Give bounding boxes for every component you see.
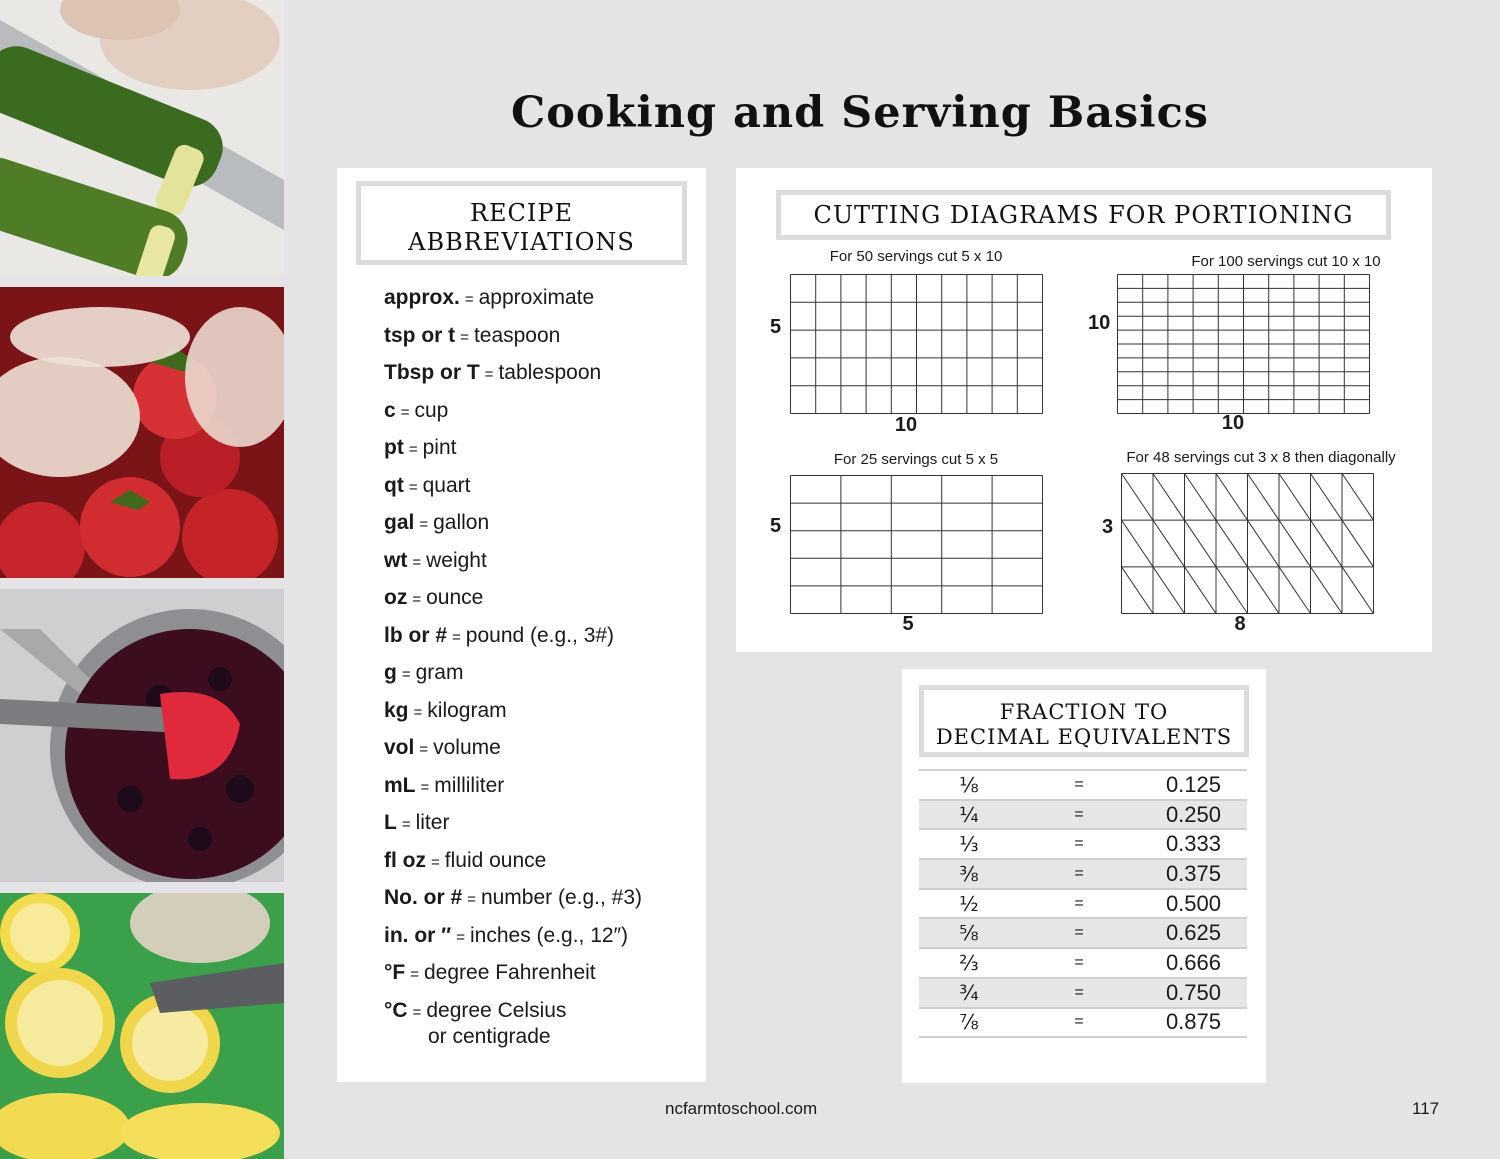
- cutting-grid: [1121, 473, 1375, 615]
- fraction-row: [919, 978, 1247, 1008]
- abbreviation-item: [384, 699, 642, 737]
- fraction-row: [919, 918, 1247, 948]
- fraction-value: ¼: [919, 800, 1019, 830]
- abbreviation-term: Tbsp or T: [384, 361, 480, 384]
- grid-diagonal-line: [1153, 520, 1185, 567]
- equals-sign: =: [419, 741, 429, 758]
- abbreviation-term: mL: [384, 773, 416, 797]
- grid-diagonal-line: [1248, 474, 1280, 521]
- abbreviation-item: [384, 849, 642, 887]
- abbreviations-heading: [356, 181, 687, 265]
- diagram-caption: For 48 servings cut 3 x 8 then diagonally: [1126, 449, 1396, 466]
- diagram-caption: For 25 servings cut 5 x 5: [833, 451, 999, 468]
- decimal-value: 0.125: [1139, 770, 1247, 800]
- grid-diagonal-line: [1216, 520, 1248, 567]
- abbreviation-term: c: [384, 398, 396, 422]
- abbreviation-meaning: ounce: [426, 586, 484, 609]
- diagram-cols-label: 8: [1234, 613, 1246, 635]
- fraction-value: ⅓: [919, 829, 1019, 859]
- abbreviation-term: °C: [384, 998, 408, 1022]
- abbreviation-term: g: [384, 661, 397, 684]
- grid-diagonal-line: [1342, 567, 1374, 614]
- abbreviation-item: [384, 886, 642, 924]
- cutting-diagrams-heading: CUTTING DIAGRAMS FOR PORTIONING: [776, 190, 1391, 240]
- grid-diagonal-line: [1185, 567, 1217, 614]
- abbreviation-meaning: degree Fahrenheit: [424, 961, 596, 984]
- grid-diagonal-line: [1153, 474, 1185, 521]
- diagram-caption: For 100 servings cut 10 x 10: [1191, 253, 1381, 270]
- grid-diagonal-line: [1311, 567, 1343, 614]
- equals-sign: =: [420, 778, 430, 796]
- abbreviation-term: gal: [384, 511, 415, 534]
- abbreviation-item: [384, 474, 642, 512]
- fraction-value: ⅝: [919, 918, 1019, 948]
- equals-sign: =: [1019, 1008, 1139, 1038]
- abbreviation-item: [384, 286, 642, 324]
- grid-diagonal-line: [1122, 474, 1154, 521]
- abbreviation-meaning: weight: [426, 548, 487, 572]
- abbreviation-meaning: approximate: [478, 286, 595, 309]
- grid-diagonal-line: [1122, 567, 1154, 614]
- equals-sign: =: [1019, 948, 1139, 978]
- grid-diagonal-line: [1279, 567, 1311, 614]
- fractions-table: [919, 769, 1247, 1038]
- diagram-rows-label: 5: [770, 316, 782, 338]
- abbreviation-meaning: pint: [422, 436, 457, 459]
- decimal-value: 0.333: [1139, 829, 1247, 859]
- fraction-value: ⅞: [919, 1008, 1019, 1038]
- abbreviations-heading-line2: ABBREVIATIONS: [408, 228, 635, 256]
- equals-sign: =: [408, 441, 418, 458]
- fractions-heading-line2: DECIMAL EQUIVALENTS: [935, 725, 1233, 749]
- abbreviations-card: [337, 168, 706, 1082]
- abbreviation-item: [384, 661, 642, 699]
- decimal-value: 0.750: [1139, 978, 1247, 1008]
- fraction-value: ⅛: [919, 770, 1019, 800]
- yellow-squash-slicing-photo: [0, 893, 284, 1159]
- abbreviation-meaning-continued: or centigrade: [428, 1024, 551, 1048]
- grid-diagonal-line: [1153, 567, 1185, 614]
- abbreviation-term: lb or #: [384, 623, 448, 647]
- abbreviation-meaning: degree Celsius: [426, 998, 567, 1022]
- grid-diagonal-line: [1185, 520, 1217, 567]
- cutting-diagrams-card: [736, 168, 1432, 652]
- cutting-grid: [790, 274, 1044, 415]
- diagram-cols-label: 10: [894, 414, 918, 436]
- decimal-value: 0.875: [1139, 1008, 1247, 1038]
- abbreviation-term: oz: [384, 586, 408, 609]
- fractions-card: [902, 669, 1266, 1083]
- zucchini-cutting-photo: [0, 0, 284, 276]
- equals-sign: =: [1019, 859, 1139, 889]
- strawberries-photo: [0, 287, 284, 578]
- grid-diagonal-line: [1279, 474, 1311, 521]
- equals-sign: =: [410, 966, 419, 983]
- abbreviation-item: [384, 774, 642, 812]
- equals-sign: =: [1019, 889, 1139, 919]
- grid-diagonal-line: [1122, 520, 1154, 567]
- abbreviation-item: [384, 361, 642, 399]
- abbreviation-meaning: pound (e.g., 3#): [465, 623, 615, 647]
- abbreviation-meaning: inches (e.g., 12″): [470, 923, 629, 947]
- abbreviation-term: vol: [384, 736, 415, 759]
- fraction-value: ⅔: [919, 948, 1019, 978]
- decimal-value: 0.500: [1139, 889, 1247, 919]
- abbreviation-term: No. or #: [384, 886, 463, 909]
- fraction-row: [919, 889, 1247, 919]
- equals-sign: =: [412, 591, 422, 608]
- equals-sign: =: [456, 928, 465, 946]
- diagram-rows-label: 3: [1102, 516, 1114, 538]
- footer-url: ncfarmtoschool.com: [665, 1099, 818, 1118]
- diagram-cols-label: 5: [902, 613, 914, 635]
- cutting-grid: [790, 475, 1044, 615]
- equals-sign: =: [484, 366, 494, 383]
- grid-diagonal-line: [1248, 567, 1280, 614]
- abbreviation-meaning: quart: [422, 473, 471, 497]
- fraction-row: [919, 859, 1247, 889]
- diagram-rows-label: 10: [1088, 312, 1111, 334]
- diagram-cols-label: 10: [1221, 412, 1245, 434]
- abbreviation-item: [384, 549, 642, 587]
- abbreviation-item: [384, 924, 642, 962]
- equals-sign: =: [452, 628, 461, 646]
- abbreviation-term: kg: [384, 698, 409, 722]
- decimal-value: 0.625: [1139, 918, 1247, 948]
- diagram-rows-label: 5: [770, 515, 782, 537]
- grid-diagonal-line: [1342, 520, 1374, 567]
- page-number: 117: [1412, 1099, 1440, 1118]
- equals-sign: =: [431, 853, 440, 871]
- equals-sign: =: [419, 516, 429, 533]
- abbreviation-item: [384, 436, 642, 474]
- abbreviation-item: [384, 511, 642, 549]
- equals-sign: =: [412, 1003, 422, 1021]
- abbreviation-term: in. or ″: [384, 923, 452, 947]
- equals-sign: =: [401, 816, 411, 833]
- abbreviation-term: tsp or t: [384, 323, 456, 347]
- fraction-row: [919, 800, 1247, 830]
- fractions-heading: [919, 685, 1249, 757]
- grid-diagonal-line: [1248, 520, 1280, 567]
- fraction-value: ⅜: [919, 859, 1019, 889]
- equals-sign: =: [408, 478, 418, 496]
- grid-diagonal-line: [1279, 520, 1311, 567]
- abbreviation-term: °F: [384, 961, 406, 984]
- equals-sign: =: [413, 703, 423, 721]
- equals-sign: =: [1019, 829, 1139, 859]
- abbreviation-meaning: fluid ounce: [444, 848, 547, 872]
- diagram-caption: For 50 servings cut 5 x 10: [829, 248, 1003, 265]
- page-title: Cooking and Serving Basics: [510, 88, 1209, 138]
- abbreviation-meaning: liter: [415, 811, 450, 834]
- equals-sign: =: [460, 328, 469, 346]
- abbreviation-item: [384, 586, 642, 624]
- equals-sign: =: [1019, 918, 1139, 948]
- equals-sign: =: [1019, 978, 1139, 1008]
- abbreviation-meaning: number (e.g., #3): [480, 886, 643, 909]
- photo-column: [0, 0, 284, 1159]
- abbreviation-item: [384, 736, 642, 774]
- abbreviation-term: L: [384, 811, 397, 834]
- fraction-row: [919, 829, 1247, 859]
- equals-sign: =: [1019, 770, 1139, 800]
- decimal-value: 0.375: [1139, 859, 1247, 889]
- berry-sauce-pan-photo: [0, 589, 284, 882]
- grid-diagonal-line: [1342, 474, 1374, 521]
- equals-sign: =: [1019, 800, 1139, 830]
- fractions-heading-line1: FRACTION TO: [999, 700, 1169, 724]
- abbreviation-item: [384, 961, 642, 999]
- abbreviation-meaning: cup: [414, 398, 449, 422]
- abbreviation-meaning: teaspoon: [473, 323, 561, 347]
- fraction-value: ¾: [919, 978, 1019, 1008]
- fraction-value: ½: [919, 889, 1019, 919]
- abbreviation-term: qt: [384, 473, 404, 497]
- abbreviation-item: [384, 324, 642, 362]
- abbreviation-meaning: gallon: [433, 511, 490, 534]
- fraction-row: [919, 948, 1247, 978]
- abbreviation-meaning: volume: [433, 736, 501, 759]
- abbreviation-meaning: kilogram: [427, 698, 507, 722]
- abbreviation-term: fl oz: [384, 848, 426, 872]
- grid-diagonal-line: [1216, 567, 1248, 614]
- abbreviations-heading-line1: RECIPE: [469, 199, 574, 227]
- abbreviation-item: [384, 399, 642, 437]
- abbreviations-list: [384, 286, 643, 1048]
- abbreviation-meaning: tablespoon: [498, 361, 602, 384]
- equals-sign: =: [400, 403, 410, 421]
- decimal-value: 0.666: [1139, 948, 1247, 978]
- grid-diagonal-line: [1185, 474, 1217, 521]
- equals-sign: =: [464, 291, 474, 308]
- equals-sign: =: [401, 666, 411, 683]
- grid-diagonal-line: [1311, 474, 1343, 521]
- abbreviation-item: [384, 811, 642, 849]
- abbreviation-item: [384, 624, 642, 662]
- abbreviation-meaning: gram: [415, 661, 464, 684]
- abbreviation-term: approx.: [384, 286, 460, 309]
- cutting-grid: [1117, 274, 1371, 415]
- abbreviation-meaning: milliliter: [434, 773, 505, 797]
- decimal-value: 0.250: [1139, 800, 1247, 830]
- abbreviation-term: wt: [384, 548, 408, 572]
- equals-sign: =: [412, 553, 422, 571]
- equals-sign: =: [467, 891, 476, 908]
- grid-diagonal-line: [1311, 520, 1343, 567]
- grid-diagonal-line: [1216, 474, 1248, 521]
- fraction-row: [919, 770, 1247, 800]
- abbreviation-item: [384, 998, 642, 1048]
- fraction-row: [919, 1008, 1247, 1038]
- abbreviation-term: pt: [384, 436, 404, 459]
